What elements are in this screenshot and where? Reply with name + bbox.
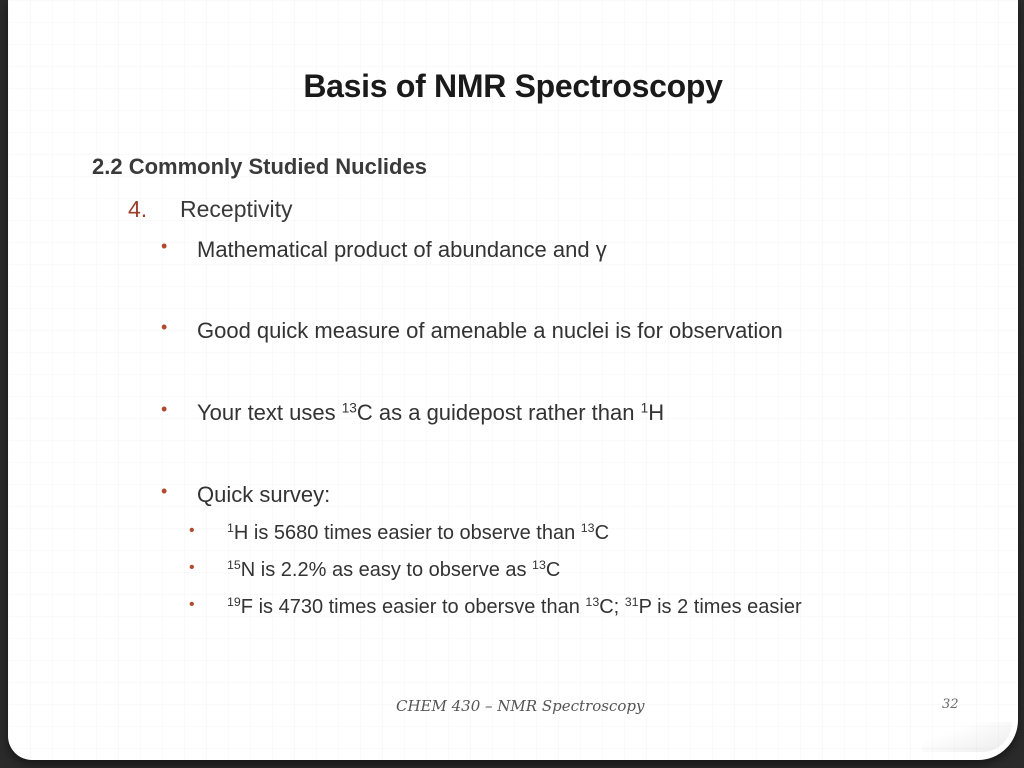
bullet-icon: • [189,522,195,539]
sub-bullet-hydrogen: • $^1$H is 5680 times easier to observe than $^{13}$C [189,521,610,544]
footer-course: CHEM 430 – NMR Spectroscopy [396,697,645,715]
bullet-icon: • [161,317,168,337]
bullet-guidepost: • Your text uses $^{13}$C as a guidepost rather than $^1$H [161,399,665,425]
item-label: Receptivity [180,196,293,222]
item-number: 4. [128,196,148,222]
slide-paper [8,0,1018,760]
numbered-item [128,196,292,223]
bullet-icon: • [161,236,168,256]
bullet-icon: • [189,596,195,613]
bullet-icon: • [189,559,195,576]
sub-bullet-fluorine: • $^{19}$F is 4730 times easier to obersve than $^{13}$C; $^{31}$P is 2 times easier [189,595,802,618]
bullet-abundance: • Mathematical product of abundance and γ [161,236,607,262]
page-curl [922,722,1012,752]
bullet-icon: • [161,399,168,419]
section-heading: 2.2 Commonly Studied Nuclides [92,154,427,179]
bullet-measure: • Good quick measure of amenable a nuclei is for observation [161,317,783,343]
bullet-survey: • Quick survey: [161,481,331,507]
slide-title: Basis of NMR Spectroscopy [303,68,723,104]
page-number: 32 [942,697,959,712]
bullet-icon: • [161,481,168,501]
sub-bullet-nitrogen: • $^{15}$N is 2.2% as easy to observe as $^{13}$C [189,558,561,581]
